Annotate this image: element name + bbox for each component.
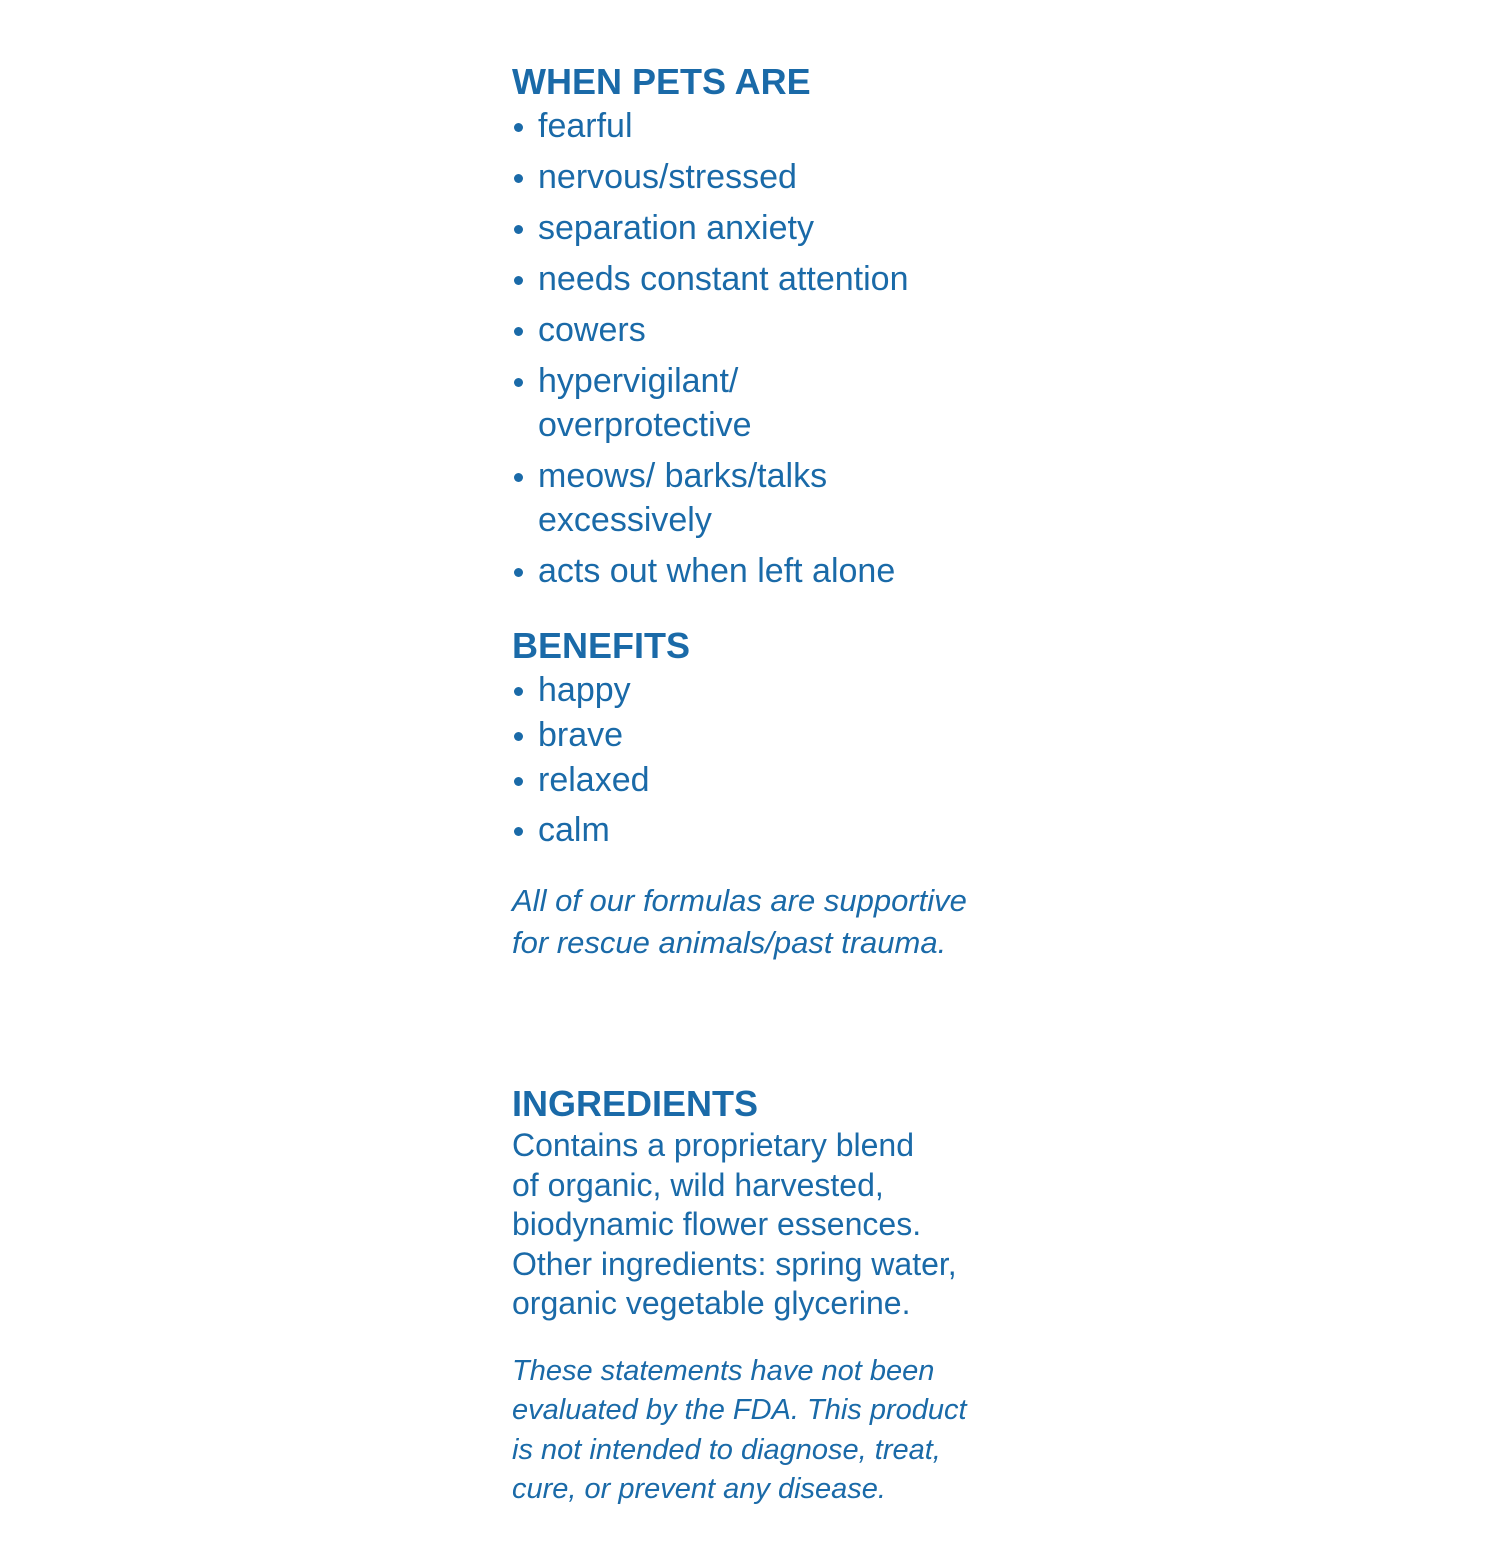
benefits-heading: BENEFITS — [512, 625, 691, 666]
product-info-panel — [512, 60, 1012, 1510]
rescue-note: All of our formulas are supportive for rescue animals/past trauma. — [512, 883, 967, 960]
list-item: acts out when left alone — [512, 549, 1012, 593]
list-item: cowers — [512, 308, 1012, 352]
list-item: meows/ barks/talks excessively — [512, 454, 1012, 542]
bullet-icon — [514, 123, 523, 132]
bullet-icon — [514, 276, 523, 285]
list-item: fearful — [512, 104, 1012, 148]
list-item: nervous/stressed — [512, 155, 1012, 199]
bullet-icon — [514, 225, 523, 234]
benefits-list — [512, 668, 1012, 852]
bullet-icon — [514, 732, 523, 741]
bullet-icon — [514, 568, 523, 577]
bullet-icon — [514, 827, 523, 836]
bullet-icon — [514, 687, 523, 696]
list-item: hypervigilant/ overprotective — [512, 359, 1012, 447]
bullet-icon — [514, 327, 523, 336]
list-item: relaxed — [512, 758, 1012, 802]
list-item: calm — [512, 808, 1012, 852]
when-pets-are-list — [512, 104, 1012, 593]
when-pets-are-heading: WHEN PETS ARE — [512, 61, 811, 102]
list-item: happy — [512, 668, 1012, 712]
bullet-icon — [514, 174, 523, 183]
list-item: separation anxiety — [512, 206, 1012, 250]
bullet-icon — [514, 378, 523, 387]
fda-disclaimer: These statements have not been evaluated by the FDA. This product is not intended to diagnose, treat, cure, or prevent any disease. — [512, 1354, 967, 1505]
bullet-icon — [514, 777, 523, 786]
list-item: brave — [512, 713, 1012, 757]
ingredients-text: Contains a proprietary blend of organic, wild harvested, biodynamic flower essences. Other ingredients: spring water, organic vegetable glycerine. — [512, 1127, 957, 1321]
list-item: needs constant attention — [512, 257, 1012, 301]
bullet-icon — [514, 473, 523, 482]
ingredients-heading: INGREDIENTS — [512, 1083, 759, 1124]
